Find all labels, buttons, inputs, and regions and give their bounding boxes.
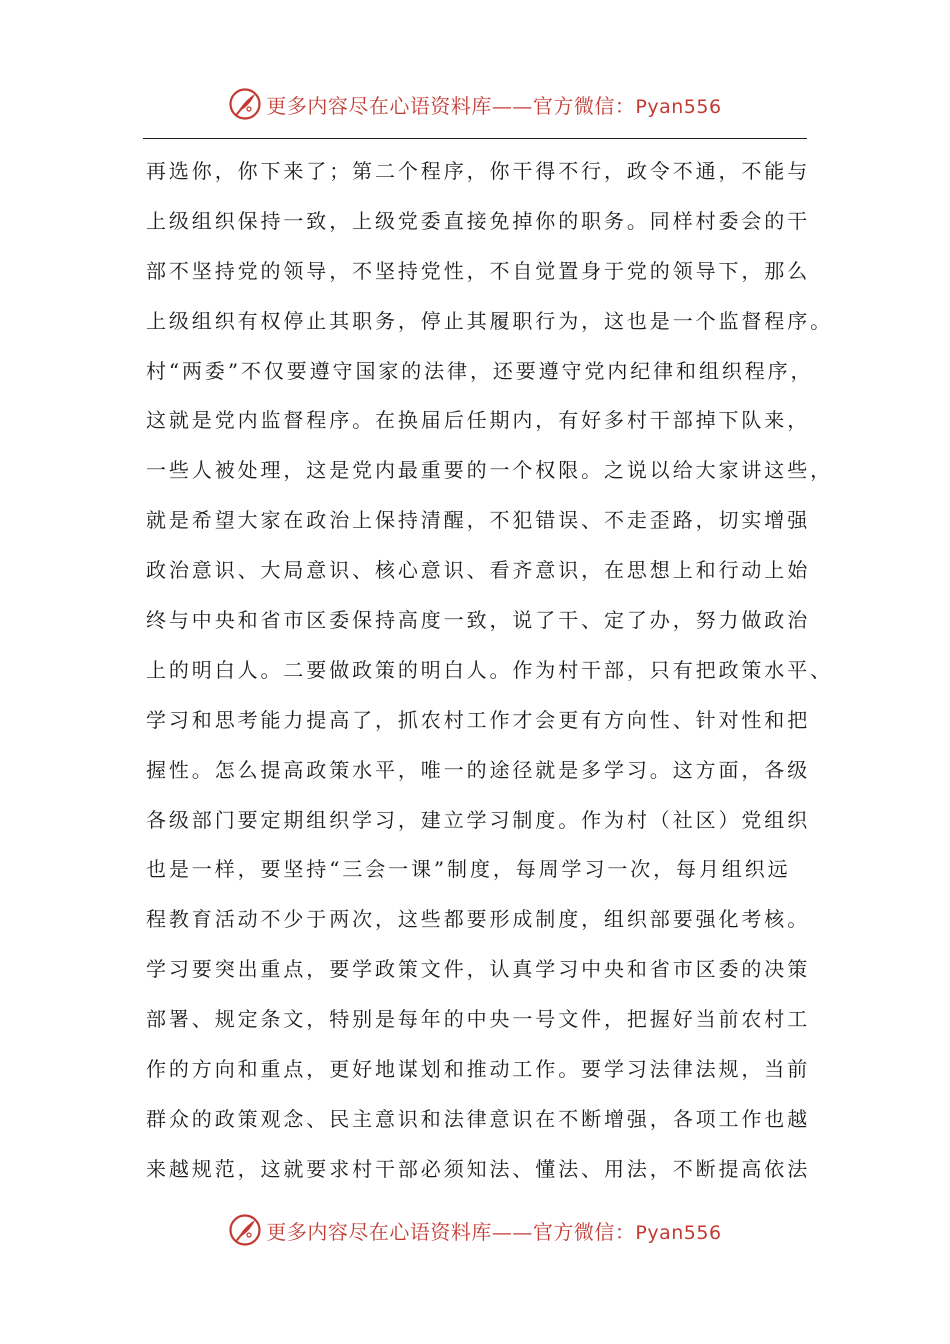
body-line: 部不坚持党的领导，不坚持党性，不自觉置身于党的领导下，那么 xyxy=(146,258,811,283)
body-line: 程教育活动不少于两次，这些都要形成制度，组织部要强化考核。 xyxy=(146,907,811,932)
body-line: 群众的政策观念、民主意识和法律意识在不断增强，各项工作也越 xyxy=(146,1106,811,1131)
footer-banner xyxy=(0,1208,950,1252)
quill-pen-logo-icon xyxy=(228,87,262,121)
header-banner xyxy=(0,82,950,126)
body-line: 政治意识、大局意识、核心意识、看齐意识，在思想上和行动上始 xyxy=(146,558,811,583)
document-body xyxy=(146,147,833,1195)
body-line: 上级组织保持一致，上级党委直接免掉你的职务。同样村委会的干 xyxy=(146,208,811,233)
body-line: 就是希望大家在政治上保持清醒，不犯错误、不走歪路，切实增强 xyxy=(146,508,811,533)
footer-text xyxy=(266,1216,721,1245)
body-line: 部署、规定条文，特别是每年的中央一号文件，把握好当前农村工 xyxy=(146,1007,811,1032)
body-line: 握性。怎么提高政策水平，唯一的途径就是多学习。这方面，各级 xyxy=(146,757,811,782)
footer-wechat-label: 官方微信： xyxy=(532,1219,636,1244)
body-line: 上的明白人。二要做政策的明白人。作为村干部，只有把政策水平、 xyxy=(146,657,833,682)
body-line: 各级部门要定期组织学习，建立学习制度。作为村（社区）党组织 xyxy=(146,807,811,832)
body-line: 这就是党内监督程序。在换届后任期内，有好多村干部掉下队来， xyxy=(146,408,811,433)
body-line: 学习要突出重点，要学政策文件，认真学习中央和省市区委的决策 xyxy=(146,957,811,982)
header-dash: —— xyxy=(491,93,533,118)
header-site-text: 更多内容尽在心语资料库 xyxy=(266,93,492,118)
footer-dash: —— xyxy=(491,1219,533,1244)
header-divider xyxy=(143,138,807,139)
quill-pen-logo-icon xyxy=(228,1213,262,1247)
body-line: 上级组织有权停止其职务，停止其履职行为，这也是一个监督程序。 xyxy=(146,308,833,333)
footer-wechat-id: Pyan556 xyxy=(635,1221,722,1244)
body-line: 也是一样，要坚持“三会一课”制度，每周学习一次，每月组织远 xyxy=(146,857,791,882)
body-line: 再选你，你下来了；第二个程序，你干得不行，政令不通，不能与 xyxy=(146,159,811,183)
body-line: 作的方向和重点，更好地谋划和推动工作。要学习法律法规，当前 xyxy=(146,1057,811,1082)
body-line: 来越规范，这就要求村干部必须知法、懂法、用法，不断提高依法 xyxy=(146,1156,811,1181)
header-wechat-id: Pyan556 xyxy=(635,95,722,118)
footer-site-text: 更多内容尽在心语资料库 xyxy=(266,1219,492,1244)
header-text xyxy=(266,90,721,119)
body-line: 村“两委”不仅要遵守国家的法律，还要遵守党内纪律和组织程序， xyxy=(146,358,814,383)
body-line: 学习和思考能力提高了，抓农村工作才会更有方向性、针对性和把 xyxy=(146,707,811,732)
header-wechat-label: 官方微信： xyxy=(532,93,636,118)
body-line: 终与中央和省市区委保持高度一致，说了干、定了办，努力做政治 xyxy=(146,608,811,633)
body-line: 一些人被处理，这是党内最重要的一个权限。之说以给大家讲这些， xyxy=(146,458,833,483)
